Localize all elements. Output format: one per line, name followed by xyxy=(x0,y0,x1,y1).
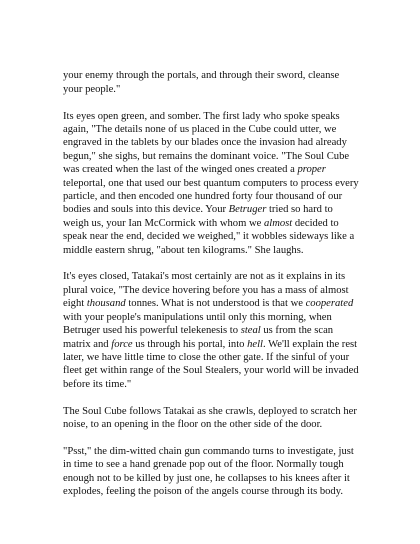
italic-run: hell xyxy=(247,338,263,350)
text-run: The Soul Cube follows Tatakai as she crawls, deployed to scratch her noise, to an opening in the floor on the other side of the door. xyxy=(63,405,357,430)
italic-run: force xyxy=(111,338,133,350)
italic-run: Betruger xyxy=(228,204,267,216)
italic-run: thousand xyxy=(86,298,126,310)
text-run: us through his portal, into xyxy=(132,338,248,350)
text-run: your enemy through the portals, and through their sword, cleanse your people." xyxy=(63,70,340,95)
text-run: Its eyes open green, and somber. The first lady who spoke speaks again, "The details none of us placed in the Cube could utter, we engraved in the tablets by our blades once the invasion had already begun," she sighs, but remains the dominant voice. "The Soul Cube was created when the last of the winged ones created a xyxy=(63,110,350,176)
text-run: with your people's manipulations until only this morning, when Betruger used his powerful telekenesis to xyxy=(63,311,332,337)
italic-run: almost xyxy=(263,217,293,229)
paragraph-1 xyxy=(63,56,359,96)
paragraph-2 xyxy=(63,110,359,257)
paragraph-5 xyxy=(63,445,359,499)
italic-run: cooperated xyxy=(305,298,354,310)
paragraph-3 xyxy=(63,270,359,391)
italic-run: steal xyxy=(240,325,261,337)
text-run: It's eyes closed, Tatakai's most certainly are not as it explains in its plural voice, "The device hovering before you has a mass of almost eight xyxy=(63,271,349,310)
text-run: . We'll explain the rest later, we have little time to close the other gate. If the sinful of your fleet get within range of the Soul Stealers, your world will be invaded before its time." xyxy=(63,338,359,390)
body-text xyxy=(63,56,359,512)
paragraph-4 xyxy=(63,405,359,432)
text-run: "Psst," the dim-witted chain gun commando turns to investigate, just in time to see a hand grenade pop out of the floor. Normally tough enough not to be killed by just one, he collapses to his knees after it explodes, feeling the poison of the angels course through its body. xyxy=(63,445,354,497)
text-run: tonnes. What is not understood is that we xyxy=(125,298,306,310)
text-run: tried so hard to weigh us, your Ian McCormick with whom we xyxy=(63,204,333,229)
text-run: decided to speak near the end, decided we weighed," it wobbles sideways like a middle eastern shrug, "about ten kilograms." She laughs. xyxy=(63,217,355,256)
text-run: us from the scan matrix and xyxy=(63,325,334,350)
text-run: teleportal, one that used our best quantum computers to process every particle, and then encoded one hundred forty four thousand of our bodies and souls into this device. Your xyxy=(63,177,359,216)
italic-run: proper xyxy=(297,164,326,176)
